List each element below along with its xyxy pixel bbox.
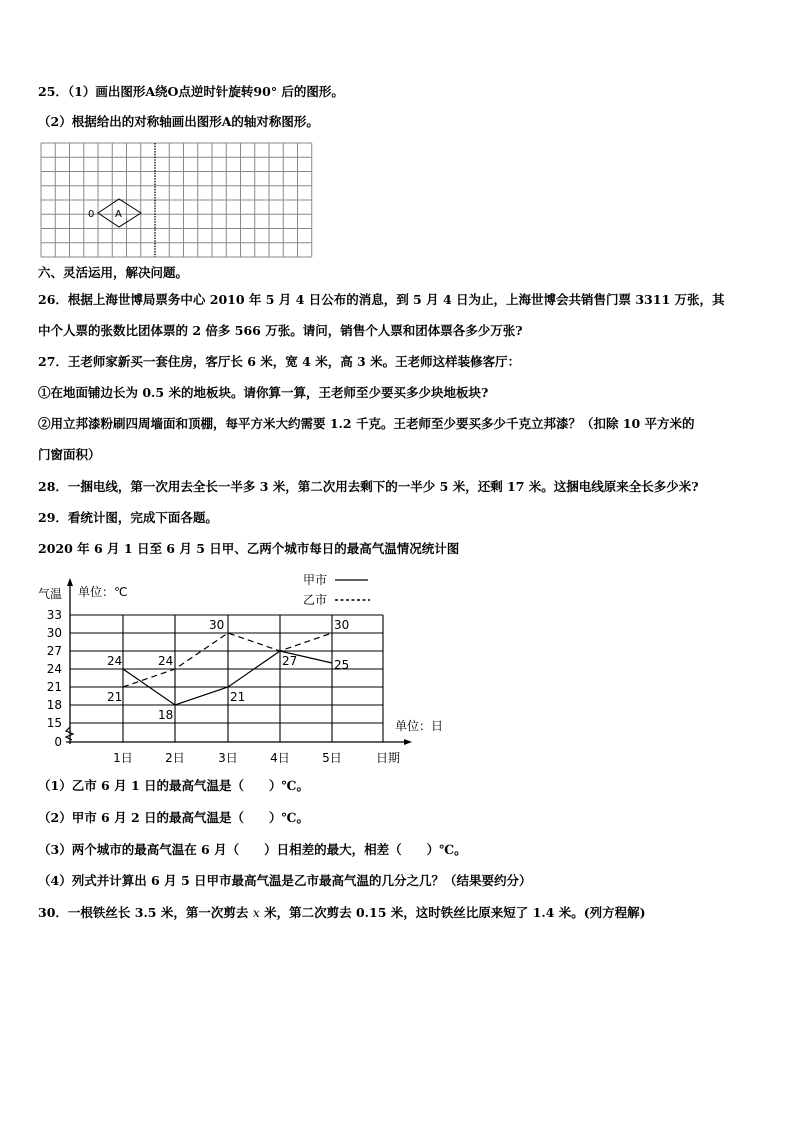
x-axis-label: 日期 xyxy=(376,751,401,765)
q29-sub4: （4）列式并计算出 6 月 5 日甲市最高气温是乙市最高气温的几分之几？（结果要约分） xyxy=(38,873,532,888)
q26-line2: 中个人票的张数比团体票的 2 倍多 566 万张。请问，销售个人票和团体票各多少万张? xyxy=(38,323,523,338)
q30-before: 30．一根铁丝长 3.5 米，第一次剪去 xyxy=(38,905,253,920)
chart-series xyxy=(123,633,332,705)
svg-text:3日: 3日 xyxy=(218,751,238,765)
y-axis-label: 气温 xyxy=(38,587,63,601)
svg-text:21: 21 xyxy=(46,680,62,694)
svg-text:15: 15 xyxy=(46,716,62,730)
svg-text:5日: 5日 xyxy=(322,751,342,765)
q28-text: 28．一捆电线，第一次用去全长一半多 3 米，第二次用去剩下的一半少 5 米，还剩 17 米。这捆电线原来全长多少米? xyxy=(38,479,699,494)
svg-text:0: 0 xyxy=(54,735,62,749)
x-axis-arrow-icon xyxy=(404,739,412,745)
q27-line1: 27．王老师家新买一套住房，客厅长 6 米，宽 4 米，高 3 米。王老师这样装修客厅： xyxy=(38,354,521,369)
chart-y-ticks xyxy=(47,608,62,749)
q26-line1: 26．根据上海世博局票务中心 2010 年 5 月 4 日公布的消息，到 5 月 4 日为止，上海世博会共销售门票 3311 万张，其 xyxy=(38,292,725,307)
svg-text:33: 33 xyxy=(46,608,62,622)
point-o-label: 0 xyxy=(88,209,95,220)
svg-text:18: 18 xyxy=(46,698,62,712)
grid-lines xyxy=(41,143,312,257)
q30-text xyxy=(38,905,646,921)
svg-text:30: 30 xyxy=(209,618,225,632)
q25-part1: 25．（1）画出图形A绕O点逆时针旋转90° 后的图形。 xyxy=(38,84,344,99)
svg-text:1日: 1日 xyxy=(113,751,133,765)
svg-text:30: 30 xyxy=(334,618,350,632)
svg-text:21: 21 xyxy=(107,690,123,704)
chart-point-labels xyxy=(107,618,349,722)
svg-text:24: 24 xyxy=(107,654,123,668)
svg-text:4日: 4日 xyxy=(270,751,290,765)
section-6-title: 六、灵活运用，解决问题。 xyxy=(38,265,189,280)
x-unit-label: 单位：日 xyxy=(395,719,444,733)
legend-yi-label: 乙市 xyxy=(303,593,328,607)
svg-text:24: 24 xyxy=(46,662,62,676)
svg-text:27: 27 xyxy=(46,644,62,658)
svg-text:25: 25 xyxy=(334,658,350,672)
q29-intro: 29．看统计图，完成下面各题。 xyxy=(38,510,218,525)
axis-break-icon xyxy=(66,727,73,740)
legend-jia-label: 甲市 xyxy=(303,573,328,587)
q29-sub2: （2）甲市 6 月 2 日的最高气温是（ ）℃。 xyxy=(38,810,309,825)
q29-sub1: （1）乙市 6 月 1 日的最高气温是（ ）℃。 xyxy=(38,778,309,793)
y-unit-label: 单位：℃ xyxy=(78,585,128,599)
svg-text:21: 21 xyxy=(230,690,246,704)
q30-variable: x xyxy=(252,905,260,920)
svg-text:18: 18 xyxy=(158,708,174,722)
chart-grid xyxy=(70,615,383,742)
svg-text:27: 27 xyxy=(282,654,298,668)
q27-line2: ①在地面铺边长为 0.5 米的地板块。请你算一算，王老师至少要买多少块地板块? xyxy=(38,385,489,400)
q30-after: 米，第二次剪去 0.15 米，这时铁丝比原来短了 1.4 米。(列方程解) xyxy=(259,905,646,920)
q25-part2: （2）根据给出的对称轴画出图形A的轴对称图形。 xyxy=(38,114,319,129)
svg-text:2日: 2日 xyxy=(165,751,185,765)
q27-line3: ②用立邦漆粉刷四周墙面和顶棚，每平方米大约需要 1.2 千克。王老师至少要买多少千克立邦漆？（扣除 10 平方米的 xyxy=(38,416,695,431)
q27-line4: 门窗面积） xyxy=(38,447,101,462)
chart-x-labels xyxy=(113,751,342,765)
chart-title: 2020 年 6 月 1 日至 6 月 5 日甲、乙两个城市每日的最高气温情况统计图 xyxy=(38,541,460,556)
y-axis-arrow-icon xyxy=(67,578,73,586)
q29-sub3: （3）两个城市的最高气温在 6 月（ ）日相差的最大，相差（ ）℃。 xyxy=(38,842,467,857)
svg-text:30: 30 xyxy=(46,626,62,640)
shape-a-label: A xyxy=(115,209,122,220)
svg-text:24: 24 xyxy=(158,654,174,668)
q25-grid-figure xyxy=(38,140,318,262)
